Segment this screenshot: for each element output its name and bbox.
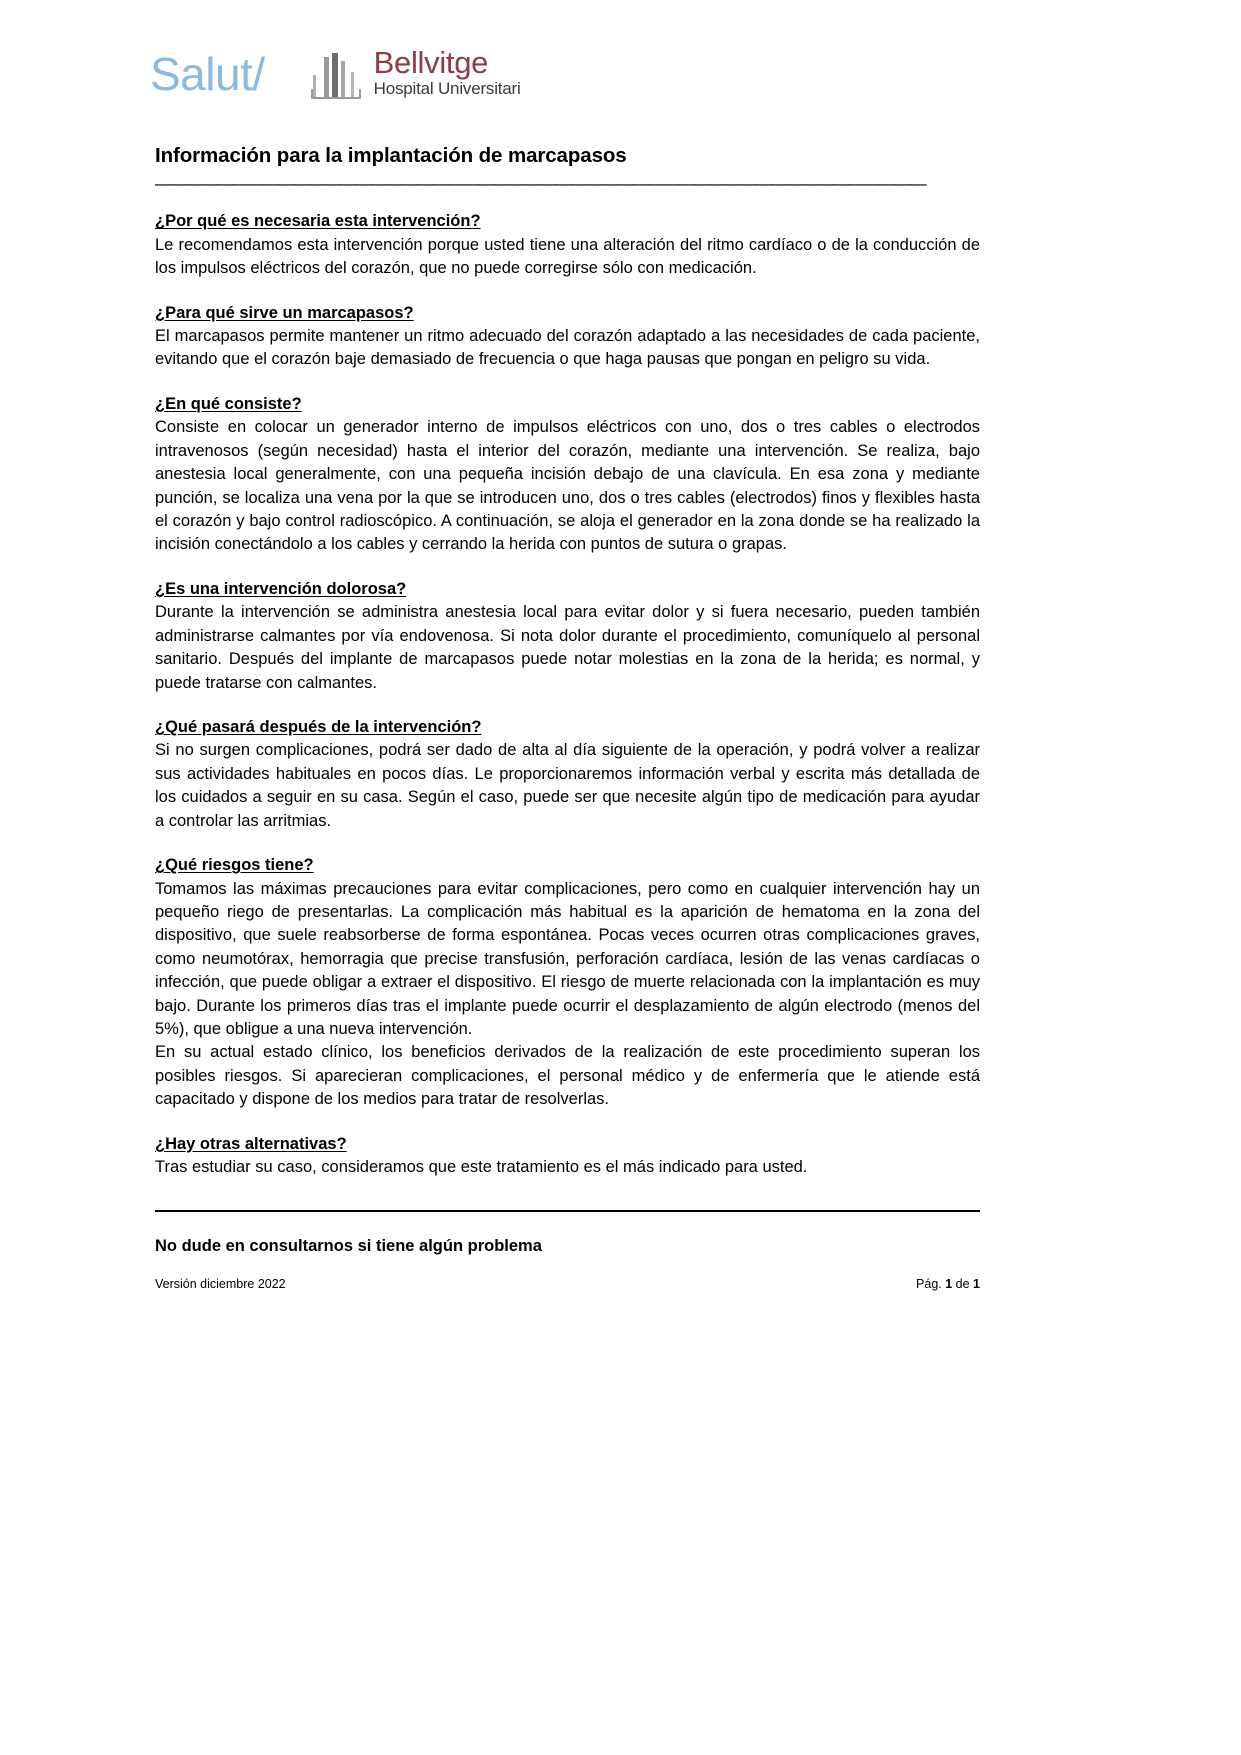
building-mark-icon [309,53,365,101]
section-que-riesgos-tiene [155,855,980,1112]
section-paragraph: Si no surgen complicaciones, podrá ser dado de alta al día siguiente de la operación, y podrá volver a realizar sus actividades habituales en pocos días. Le proporcionaremos información verbal y escrita más detallada de los cuidados a seguir en su casa. Según el caso, puede ser que necesite algún tipo de medicación para ayudar a controlar las arritmias. [155,741,980,830]
section-heading: ¿Para qué sirve un marcapasos? [155,303,414,322]
section-paragraph: Tras estudiar su caso, consideramos que este tratamiento es el más indicado para usted. [155,1158,808,1177]
section-que-pasara-despues [155,717,980,833]
footer-divider [155,1210,980,1212]
bellvitge-subtitle: Hospital Universitari [373,79,521,99]
section-paragraph: Le recomendamos esta intervención porque usted tiene una alteración del ritmo cardíaco o de la conducción de los impulsos eléctricos del corazón, que no puede corregirse sólo con medicación. [155,235,980,278]
section-por-que-es-necesaria [155,211,980,280]
page-current: 1 [945,1277,953,1292]
version-label: Versión diciembre 2022 [155,1277,286,1292]
section-heading: ¿Hay otras alternativas? [155,1134,347,1153]
section-heading: ¿Es una intervención dolorosa? [155,579,407,598]
section-paragraph: Consiste en colocar un generador interno de impulsos eléctricos con uno, dos o tres cables o electrodos intravenosos (según necesidad) hasta el interior del corazón, mediante una intervención. Se realiza, bajo anestesia local generalmente, con una pequeña incisión debajo de una clavícula. En esa zona y mediante punción, se localiza una vena por la que se introducen uno, dos o tres cables (electrodos) finos y flexibles hasta el corazón y bajo control radioscópico. A continuación, se aloja el generador en la zona donde se ha realizado la incisión conectándolo a los cables y cerrando la herida con puntos de sutura o grapas. [155,418,980,554]
section-paragraph: Tomamos las máximas precauciones para evitar complicaciones, pero como en cualquier intervención hay un pequeño riego de presentarlas. La complicación más habitual es la aparición de hematoma en la zona del dispositivo, que suele reabsorberse de forma espontánea. Pocas veces ocurren otras complicaciones graves, como neumotórax, hemorragia que precise transfusión, perforación cardíaca, lesión de las venas cardíacas o infección, que puede obligar a extraer el dispositivo. El riesgo de muerte relacionada con la implantación es muy bajo. Durante los primeros días tras el implante puede ocurrir el desplazamiento de algún electrodo (menos del 5%), que obligue a una nueva intervención. [155,879,980,1039]
section-en-que-consiste [155,394,980,557]
title-divider: —————————————————————————————————————————————————— [155,174,926,193]
section-para-que-sirve [155,303,980,372]
page-number [916,1277,980,1291]
footer-note: No dude en consultarnos si tiene algún problema [155,1236,542,1255]
page-prefix: Pág. [916,1277,946,1292]
page-title: Información para la implantación de marcapasos [155,144,627,167]
salut-logo: Salut/ [150,48,265,100]
section-paragraph: En su actual estado clínico, los beneficios derivados de la realización de este procedimiento superan los posibles riesgos. Si aparecieran complicaciones, el personal médico y de enfermería que le atiende está capacitado y dispone de los medios para tratar de resolverlas. [155,1043,980,1109]
section-es-dolorosa [155,579,980,695]
section-heading: ¿En qué consiste? [155,394,302,413]
page-total: 1 [973,1277,980,1292]
bellvitge-name: Bellvitge [373,44,489,80]
document-body [155,143,980,1291]
section-heading: ¿Qué riesgos tiene? [155,856,314,875]
section-paragraph: Durante la intervención se administra anestesia local para evitar dolor y si fuera necesario, pueden también administrarse calmantes por vía endovenosa. Si nota dolor durante el procedimiento, comuníquelo al personal sanitario. Después del implante de marcapasos puede notar molestias en la zona de la herida; es normal, y puede tratarse con calmantes. [155,603,980,692]
section-heading: ¿Qué pasará después de la intervención? [155,717,482,736]
bellvitge-logo [309,44,521,101]
section-heading: ¿Por qué es necesaria esta intervención? [155,212,481,231]
page-header [150,34,1090,114]
section-paragraph: El marcapasos permite mantener un ritmo adecuado del corazón adaptado a las necesidades de cada paciente, evitando que el corazón baje demasiado de frecuencia o que haga pausas que pongan en peligro su vida. [155,327,980,369]
footer-meta [155,1277,980,1291]
page-middle: de [952,1277,974,1292]
section-hay-otras-alternativas [155,1134,980,1180]
